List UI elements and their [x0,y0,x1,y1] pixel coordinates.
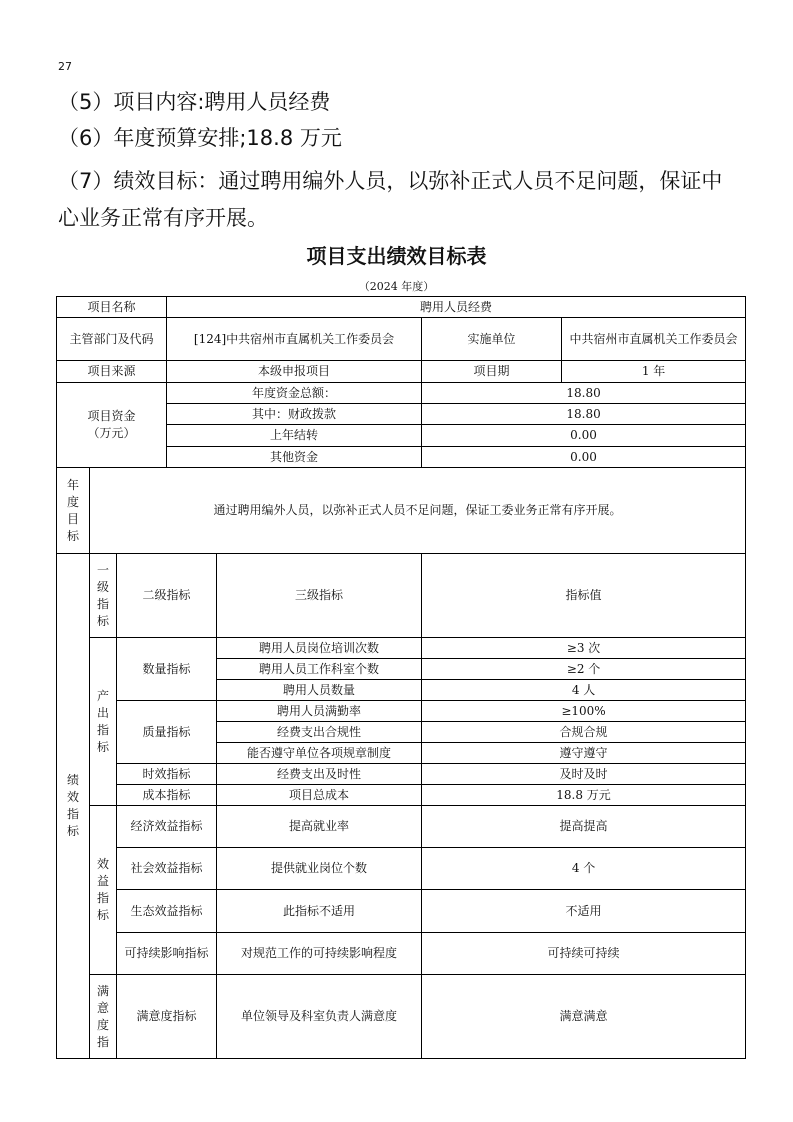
label-char: 出 [96,705,109,720]
performance-target-table [56,296,746,1059]
funds-fiscal-value: 18.80 [422,404,746,425]
source-value: 本级申报项目 [167,361,422,383]
goal-line: （7）绩效目标：通过聘用编外人员，以弥补正式人员不足问题，保证中 [58,169,723,193]
label-char: 标 [66,528,79,543]
indicator-value: 18.8 万元 [422,785,746,806]
indicator-name: 此指标不适用 [217,890,422,933]
table-row [57,933,746,975]
table-row [57,318,746,361]
table-row [57,806,746,848]
funds-label [57,383,167,468]
quality-indicators-label: 质量指标 [117,701,217,764]
page-number: 27 [58,60,72,73]
indicator-value: 可持续可持续 [422,933,746,975]
label-char: 产 [96,688,109,703]
impl-value: 中共宿州市直属机关工作委员会 [562,318,746,361]
label-char: 目 [66,511,79,526]
project-name-label: 项目名称 [57,297,167,318]
annual-goal-label [57,468,90,554]
label-char: 一 [96,562,109,577]
indicator-name: 聘用人员数量 [217,680,422,701]
label-char: 意 [96,1000,109,1015]
performance-indicators-label [57,554,90,1059]
indicator-value: 提高提高 [422,806,746,848]
timeliness-indicators-label: 时效指标 [117,764,217,785]
label-char: 标 [96,908,109,922]
funds-carryover-label: 上年结转 [167,425,422,447]
period-label: 项目期 [422,361,562,383]
label-char: 效 [66,790,79,804]
indicator-value: 遵守遵守 [422,743,746,764]
satisfaction-indicators-label: 满意度指标 [117,975,217,1059]
ecological-benefit-label: 生态效益指标 [117,890,217,933]
indicator-name: 经费支出及时性 [217,764,422,785]
table-title: 项目支出绩效目标表 [306,244,487,268]
indicator-name: 能否遵守单位各项规章制度 [217,743,422,764]
annual-goal-text: 通过聘用编外人员，以弥补正式人员不足问题，保证工委业务正常有序开展。 [90,468,746,554]
table-row [57,468,746,554]
table-row [57,785,746,806]
label-char: 指 [66,807,79,821]
indicator-value: 及时及时 [422,764,746,785]
funds-other-value: 0.00 [422,447,746,468]
social-benefit-label: 社会效益指标 [117,848,217,890]
label-char: 度 [66,494,79,509]
label-char: 指 [96,891,109,905]
cost-indicators-label: 成本指标 [117,785,217,806]
goal-line-continued: 心业务正常有序开展。 [58,206,268,230]
indicator-header-row [57,554,746,638]
label-char: 效 [96,857,109,871]
benefit-indicators-label [90,806,117,975]
table-row [57,848,746,890]
indicator-value: 合规合规 [422,722,746,743]
indicator-value: ≥100% [422,701,746,722]
project-content-line: （5）项目内容:聘用人员经费 [58,90,331,114]
period-value: 1 年 [562,361,746,383]
sustainability-label: 可持续影响指标 [117,933,217,975]
funds-carryover-value: 0.00 [422,425,746,447]
funds-total-value: 18.80 [422,383,746,404]
label-char: 指 [96,1034,109,1049]
table-row [57,638,746,659]
indicator-name: 聘用人员工作科室个数 [217,659,422,680]
indicator-name: 对规范工作的可持续影响程度 [217,933,422,975]
table-row [57,297,746,318]
dept-label: 主管部门及代码 [57,318,167,361]
dept-value: [124]中共宿州市直属机关工作委员会 [167,318,422,361]
year-label: （2024 年度） [358,280,435,293]
label-char: 指 [96,596,109,611]
project-name-value: 聘用人员经费 [167,297,746,318]
output-indicators-label [90,638,117,806]
indicator-value: ≥3 次 [422,638,746,659]
table-row [57,361,746,383]
funds-total-label: 年度资金总额： [167,383,422,404]
economic-benefit-label: 经济效益指标 [117,806,217,848]
funds-fiscal-label: 其中：财政拨款 [167,404,422,425]
indicator-value: 不适用 [422,890,746,933]
table-row [57,975,746,1059]
indicator-value: 4 个 [422,848,746,890]
value-header: 指标值 [422,554,746,638]
indicator-name: 单位领导及科室负责人满意度 [217,975,422,1059]
level2-header: 二级指标 [117,554,217,638]
label-char: 指 [96,722,109,737]
indicator-name: 经费支出合规性 [217,722,422,743]
label-char: 标 [96,739,109,754]
label-char: 益 [96,874,109,888]
label-char: 年 [66,477,79,492]
table-row [57,890,746,933]
indicator-value: ≥2 个 [422,659,746,680]
label-char: 绩 [66,773,79,787]
level3-header: 三级指标 [217,554,422,638]
indicator-name: 聘用人员满勤率 [217,701,422,722]
funds-label-unit: （万元） [87,426,136,440]
indicator-name: 项目总成本 [217,785,422,806]
label-char: 标 [66,824,79,838]
table-row [57,764,746,785]
source-label: 项目来源 [57,361,167,383]
indicator-value: 4 人 [422,680,746,701]
label-char: 满 [96,983,109,998]
impl-label: 实施单位 [422,318,562,361]
indicator-value: 满意满意 [422,975,746,1059]
table-row [57,383,746,404]
funds-other-label: 其他资金 [167,447,422,468]
indicator-name: 提高就业率 [217,806,422,848]
label-char: 级 [96,579,109,594]
table-row [57,701,746,722]
budget-line: （6）年度预算安排;18.8 万元 [58,126,342,150]
label-char: 度 [96,1017,109,1032]
funds-label-line: 项目资金 [87,409,136,423]
indicator-name: 提供就业岗位个数 [217,848,422,890]
level1-header [90,554,117,638]
label-char: 标 [96,613,109,628]
indicator-name: 聘用人员岗位培训次数 [217,638,422,659]
satisfaction-section-label [90,975,117,1059]
quantity-indicators-label: 数量指标 [117,638,217,701]
